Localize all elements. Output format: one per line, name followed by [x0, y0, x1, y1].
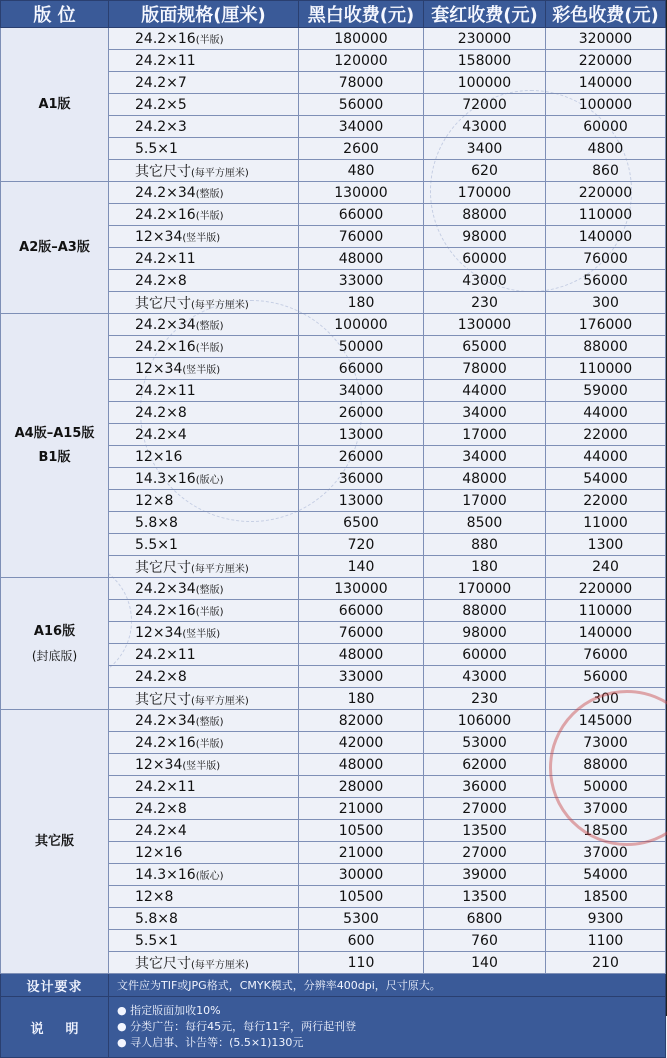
size-value: 12×34: [135, 228, 183, 245]
red-price-cell: 170000: [424, 578, 546, 600]
color-price-cell: 1300: [546, 534, 666, 556]
table-header-row: [1, 1, 666, 28]
red-price-cell: 34000: [424, 402, 546, 424]
group-position-cell: [1, 710, 109, 974]
size-note: (半版): [195, 738, 224, 750]
size-note: (半版): [195, 606, 224, 618]
size-note: (竖半版): [182, 364, 221, 376]
size-note: (每平方厘米): [191, 959, 249, 971]
size-value: 5.8×8: [135, 910, 178, 927]
size-cell: [109, 666, 299, 688]
bw-price-cell: 100000: [299, 314, 424, 336]
red-price-cell: 62000: [424, 754, 546, 776]
bw-price-cell: 120000: [299, 50, 424, 72]
size-cell: [109, 446, 299, 468]
red-price-cell: 8500: [424, 512, 546, 534]
size-cell: [109, 182, 299, 204]
size-value: 其它尺寸: [135, 955, 191, 972]
group-position-cell: [1, 314, 109, 578]
red-price-cell: 140: [424, 952, 546, 974]
size-note: (竖半版): [182, 628, 221, 640]
color-price-cell: 73000: [546, 732, 666, 754]
size-value: 5.5×1: [135, 932, 178, 949]
red-price-cell: 53000: [424, 732, 546, 754]
red-price-cell: 230000: [424, 28, 546, 50]
color-price-cell: 1100: [546, 930, 666, 952]
size-note: (整版): [195, 584, 224, 596]
bw-price-cell: 130000: [299, 578, 424, 600]
color-price-cell: 44000: [546, 446, 666, 468]
bw-price-cell: 130000: [299, 182, 424, 204]
color-price-cell: 4800: [546, 138, 666, 160]
size-cell: [109, 864, 299, 886]
group-name: A4版–A15版: [14, 425, 95, 441]
size-cell: [109, 336, 299, 358]
size-cell: [109, 710, 299, 732]
size-cell: [109, 512, 299, 534]
color-price-cell: 56000: [546, 666, 666, 688]
bw-price-cell: 180000: [299, 28, 424, 50]
red-price-cell: 27000: [424, 798, 546, 820]
color-price-cell: 220000: [546, 182, 666, 204]
red-price-cell: 44000: [424, 380, 546, 402]
bw-price-cell: 48000: [299, 644, 424, 666]
red-price-cell: 60000: [424, 248, 546, 270]
table-row: [1, 28, 666, 50]
size-note: (整版): [195, 716, 224, 728]
bw-price-cell: 34000: [299, 380, 424, 402]
size-value: 12×34: [135, 624, 183, 641]
bw-price-cell: 56000: [299, 94, 424, 116]
size-cell: [109, 358, 299, 380]
color-price-cell: 54000: [546, 864, 666, 886]
header-position: 版 位: [1, 1, 109, 28]
table-row: [1, 314, 666, 336]
color-price-cell: 140000: [546, 72, 666, 94]
bw-price-cell: 600: [299, 930, 424, 952]
bw-price-cell: 21000: [299, 798, 424, 820]
red-price-cell: 100000: [424, 72, 546, 94]
color-price-cell: 110000: [546, 204, 666, 226]
size-cell: [109, 94, 299, 116]
color-price-cell: 50000: [546, 776, 666, 798]
note-item: ● 指定版面加收10%: [117, 1004, 221, 1017]
size-cell: [109, 644, 299, 666]
size-cell: [109, 622, 299, 644]
red-price-cell: 39000: [424, 864, 546, 886]
size-cell: [109, 490, 299, 512]
bw-price-cell: 36000: [299, 468, 424, 490]
size-cell: [109, 116, 299, 138]
size-note: (竖半版): [182, 232, 221, 244]
size-note: (半版): [195, 210, 224, 222]
color-price-cell: 9300: [546, 908, 666, 930]
group-name: A16版: [33, 623, 76, 639]
size-cell: [109, 776, 299, 798]
red-price-cell: 88000: [424, 204, 546, 226]
bw-price-cell: 720: [299, 534, 424, 556]
size-cell: [109, 314, 299, 336]
size-value: 14.3×16: [135, 470, 196, 487]
color-price-cell: 145000: [546, 710, 666, 732]
group-position-cell: [1, 28, 109, 182]
size-value: 24.2×34: [135, 580, 196, 597]
size-cell: [109, 160, 299, 182]
group-name: 其它版: [34, 833, 74, 849]
red-price-cell: 98000: [424, 226, 546, 248]
red-price-cell: 88000: [424, 600, 546, 622]
red-price-cell: 78000: [424, 358, 546, 380]
bw-price-cell: 78000: [299, 72, 424, 94]
size-value: 其它尺寸: [135, 691, 191, 708]
size-value: 24.2×4: [135, 426, 187, 443]
size-note: (半版): [195, 34, 224, 46]
red-price-cell: 13500: [424, 820, 546, 842]
size-value: 24.2×5: [135, 96, 187, 113]
table-row: [1, 182, 666, 204]
size-note: (整版): [195, 188, 224, 200]
group-subtitle: (封底版): [31, 648, 78, 663]
size-note: (半版): [195, 342, 224, 354]
size-value: 5.8×8: [135, 514, 178, 531]
size-value: 其它尺寸: [135, 295, 191, 312]
size-cell: [109, 50, 299, 72]
size-cell: [109, 578, 299, 600]
size-value: 5.5×1: [135, 140, 178, 157]
bw-price-cell: 26000: [299, 402, 424, 424]
size-value: 24.2×16: [135, 734, 196, 751]
size-cell: [109, 204, 299, 226]
red-price-cell: 43000: [424, 116, 546, 138]
size-cell: [109, 908, 299, 930]
bw-price-cell: 30000: [299, 864, 424, 886]
red-price-cell: 620: [424, 160, 546, 182]
color-price-cell: 220000: [546, 578, 666, 600]
note-item: ● 寻人启事、讣告等：(5.5×1)130元: [117, 1036, 304, 1049]
color-price-cell: 860: [546, 160, 666, 182]
color-price-cell: 88000: [546, 754, 666, 776]
bw-price-cell: 50000: [299, 336, 424, 358]
size-value: 24.2×8: [135, 668, 187, 685]
red-price-cell: 180: [424, 556, 546, 578]
size-cell: [109, 248, 299, 270]
color-price-cell: 11000: [546, 512, 666, 534]
size-value: 24.2×11: [135, 52, 196, 69]
color-price-cell: 22000: [546, 424, 666, 446]
color-price-cell: 54000: [546, 468, 666, 490]
table-row: [1, 578, 666, 600]
table-row: [1, 710, 666, 732]
bw-price-cell: 13000: [299, 490, 424, 512]
size-cell: [109, 28, 299, 50]
red-price-cell: 43000: [424, 270, 546, 292]
size-cell: [109, 292, 299, 314]
color-price-cell: 88000: [546, 336, 666, 358]
color-price-cell: 37000: [546, 842, 666, 864]
header-red-price: 套红收费(元): [424, 1, 546, 28]
header-color-price: 彩色收费(元): [546, 1, 666, 28]
red-price-cell: 36000: [424, 776, 546, 798]
color-price-cell: 76000: [546, 248, 666, 270]
color-price-cell: 220000: [546, 50, 666, 72]
note-item: ● 分类广告：每行45元，每行11字，两行起刊登: [117, 1020, 357, 1033]
size-value: 24.2×34: [135, 184, 196, 201]
size-value: 24.2×11: [135, 778, 196, 795]
size-note: (版心): [195, 870, 224, 882]
size-value: 24.2×34: [135, 712, 196, 729]
size-cell: [109, 468, 299, 490]
size-value: 12×16: [135, 844, 183, 861]
red-price-cell: 17000: [424, 490, 546, 512]
size-value: 24.2×16: [135, 30, 196, 47]
red-price-cell: 34000: [424, 446, 546, 468]
red-price-cell: 13500: [424, 886, 546, 908]
bw-price-cell: 480: [299, 160, 424, 182]
size-cell: [109, 930, 299, 952]
size-value: 5.5×1: [135, 536, 178, 553]
bw-price-cell: 180: [299, 688, 424, 710]
color-price-cell: 18500: [546, 886, 666, 908]
bw-price-cell: 2600: [299, 138, 424, 160]
red-price-cell: 880: [424, 534, 546, 556]
size-cell: [109, 952, 299, 974]
group-subtitle: B1版: [38, 449, 71, 465]
size-note: (版心): [195, 474, 224, 486]
red-price-cell: 48000: [424, 468, 546, 490]
red-price-cell: 72000: [424, 94, 546, 116]
bw-price-cell: 26000: [299, 446, 424, 468]
bw-price-cell: 82000: [299, 710, 424, 732]
bw-price-cell: 6500: [299, 512, 424, 534]
notes-label: 说明: [1, 997, 109, 1058]
size-cell: [109, 886, 299, 908]
header-bw-price: 黑白收费(元): [299, 1, 424, 28]
red-price-cell: 17000: [424, 424, 546, 446]
design-requirements-label: 设计要求: [1, 974, 109, 997]
size-value: 24.2×3: [135, 118, 187, 135]
bw-price-cell: 48000: [299, 754, 424, 776]
bw-price-cell: 76000: [299, 622, 424, 644]
size-value: 12×8: [135, 492, 174, 509]
bw-price-cell: 33000: [299, 270, 424, 292]
size-value: 24.2×11: [135, 382, 196, 399]
size-cell: [109, 380, 299, 402]
size-value: 14.3×16: [135, 866, 196, 883]
size-cell: [109, 138, 299, 160]
size-cell: [109, 226, 299, 248]
size-value: 24.2×7: [135, 74, 187, 91]
color-price-cell: 59000: [546, 380, 666, 402]
notes-row: [1, 997, 666, 1058]
size-cell: [109, 842, 299, 864]
size-cell: [109, 600, 299, 622]
rate-table-body: [1, 28, 666, 974]
size-note: (每平方厘米): [191, 563, 249, 575]
red-price-cell: 170000: [424, 182, 546, 204]
color-price-cell: 300: [546, 292, 666, 314]
bw-price-cell: 42000: [299, 732, 424, 754]
design-requirements-row: [1, 974, 666, 997]
bw-price-cell: 76000: [299, 226, 424, 248]
color-price-cell: 300: [546, 688, 666, 710]
size-cell: [109, 534, 299, 556]
group-name: A1版: [38, 96, 71, 112]
red-price-cell: 65000: [424, 336, 546, 358]
color-price-cell: 37000: [546, 798, 666, 820]
color-price-cell: 76000: [546, 644, 666, 666]
color-price-cell: 110000: [546, 600, 666, 622]
red-price-cell: 158000: [424, 50, 546, 72]
size-cell: [109, 820, 299, 842]
bw-price-cell: 10500: [299, 886, 424, 908]
bw-price-cell: 180: [299, 292, 424, 314]
size-value: 24.2×16: [135, 338, 196, 355]
color-price-cell: 240: [546, 556, 666, 578]
size-value: 24.2×8: [135, 404, 187, 421]
bw-price-cell: 34000: [299, 116, 424, 138]
size-note: (竖半版): [182, 760, 221, 772]
size-value: 24.2×16: [135, 206, 196, 223]
red-price-cell: 130000: [424, 314, 546, 336]
bw-price-cell: 48000: [299, 248, 424, 270]
red-price-cell: 43000: [424, 666, 546, 688]
bw-price-cell: 66000: [299, 600, 424, 622]
color-price-cell: 110000: [546, 358, 666, 380]
bw-price-cell: 10500: [299, 820, 424, 842]
size-value: 12×8: [135, 888, 174, 905]
size-value: 12×34: [135, 756, 183, 773]
color-price-cell: 140000: [546, 622, 666, 644]
color-price-cell: 140000: [546, 226, 666, 248]
bw-price-cell: 13000: [299, 424, 424, 446]
red-price-cell: 760: [424, 930, 546, 952]
size-value: 24.2×34: [135, 316, 196, 333]
size-value: 其它尺寸: [135, 559, 191, 576]
size-cell: [109, 754, 299, 776]
size-value: 12×16: [135, 448, 183, 465]
bw-price-cell: 140: [299, 556, 424, 578]
bw-price-cell: 110: [299, 952, 424, 974]
red-price-cell: 27000: [424, 842, 546, 864]
color-price-cell: 44000: [546, 402, 666, 424]
size-cell: [109, 402, 299, 424]
bw-price-cell: 21000: [299, 842, 424, 864]
group-position-cell: [1, 578, 109, 710]
color-price-cell: 100000: [546, 94, 666, 116]
size-cell: [109, 688, 299, 710]
size-note: (每平方厘米): [191, 695, 249, 707]
bw-price-cell: 66000: [299, 358, 424, 380]
size-value: 其它尺寸: [135, 163, 191, 180]
color-price-cell: 210: [546, 952, 666, 974]
size-value: 24.2×16: [135, 602, 196, 619]
red-price-cell: 106000: [424, 710, 546, 732]
size-note: (每平方厘米): [191, 299, 249, 311]
size-value: 24.2×4: [135, 822, 187, 839]
bw-price-cell: 28000: [299, 776, 424, 798]
size-cell: [109, 270, 299, 292]
size-value: 24.2×8: [135, 272, 187, 289]
group-name: A2版–A3版: [19, 239, 90, 255]
red-price-cell: 60000: [424, 644, 546, 666]
size-value: 24.2×8: [135, 800, 187, 817]
size-cell: [109, 72, 299, 94]
size-value: 24.2×11: [135, 646, 196, 663]
bw-price-cell: 66000: [299, 204, 424, 226]
red-price-cell: 230: [424, 292, 546, 314]
size-note: (整版): [195, 320, 224, 332]
red-price-cell: 6800: [424, 908, 546, 930]
size-cell: [109, 556, 299, 578]
color-price-cell: 56000: [546, 270, 666, 292]
color-price-cell: 18500: [546, 820, 666, 842]
red-price-cell: 3400: [424, 138, 546, 160]
group-position-cell: [1, 182, 109, 314]
size-cell: [109, 732, 299, 754]
size-note: (每平方厘米): [191, 167, 249, 179]
header-size: 版面规格(厘米): [109, 1, 299, 28]
notes-list: [109, 997, 666, 1058]
color-price-cell: 176000: [546, 314, 666, 336]
red-price-cell: 98000: [424, 622, 546, 644]
size-cell: [109, 424, 299, 446]
red-price-cell: 230: [424, 688, 546, 710]
color-price-cell: 22000: [546, 490, 666, 512]
size-value: 24.2×11: [135, 250, 196, 267]
color-price-cell: 320000: [546, 28, 666, 50]
size-cell: [109, 798, 299, 820]
bw-price-cell: 5300: [299, 908, 424, 930]
size-value: 12×34: [135, 360, 183, 377]
bw-price-cell: 33000: [299, 666, 424, 688]
design-requirements-text: 文件应为TIF或JPG格式，CMYK模式，分辨率400dpi，尺寸原大。: [109, 974, 666, 997]
color-price-cell: 60000: [546, 116, 666, 138]
